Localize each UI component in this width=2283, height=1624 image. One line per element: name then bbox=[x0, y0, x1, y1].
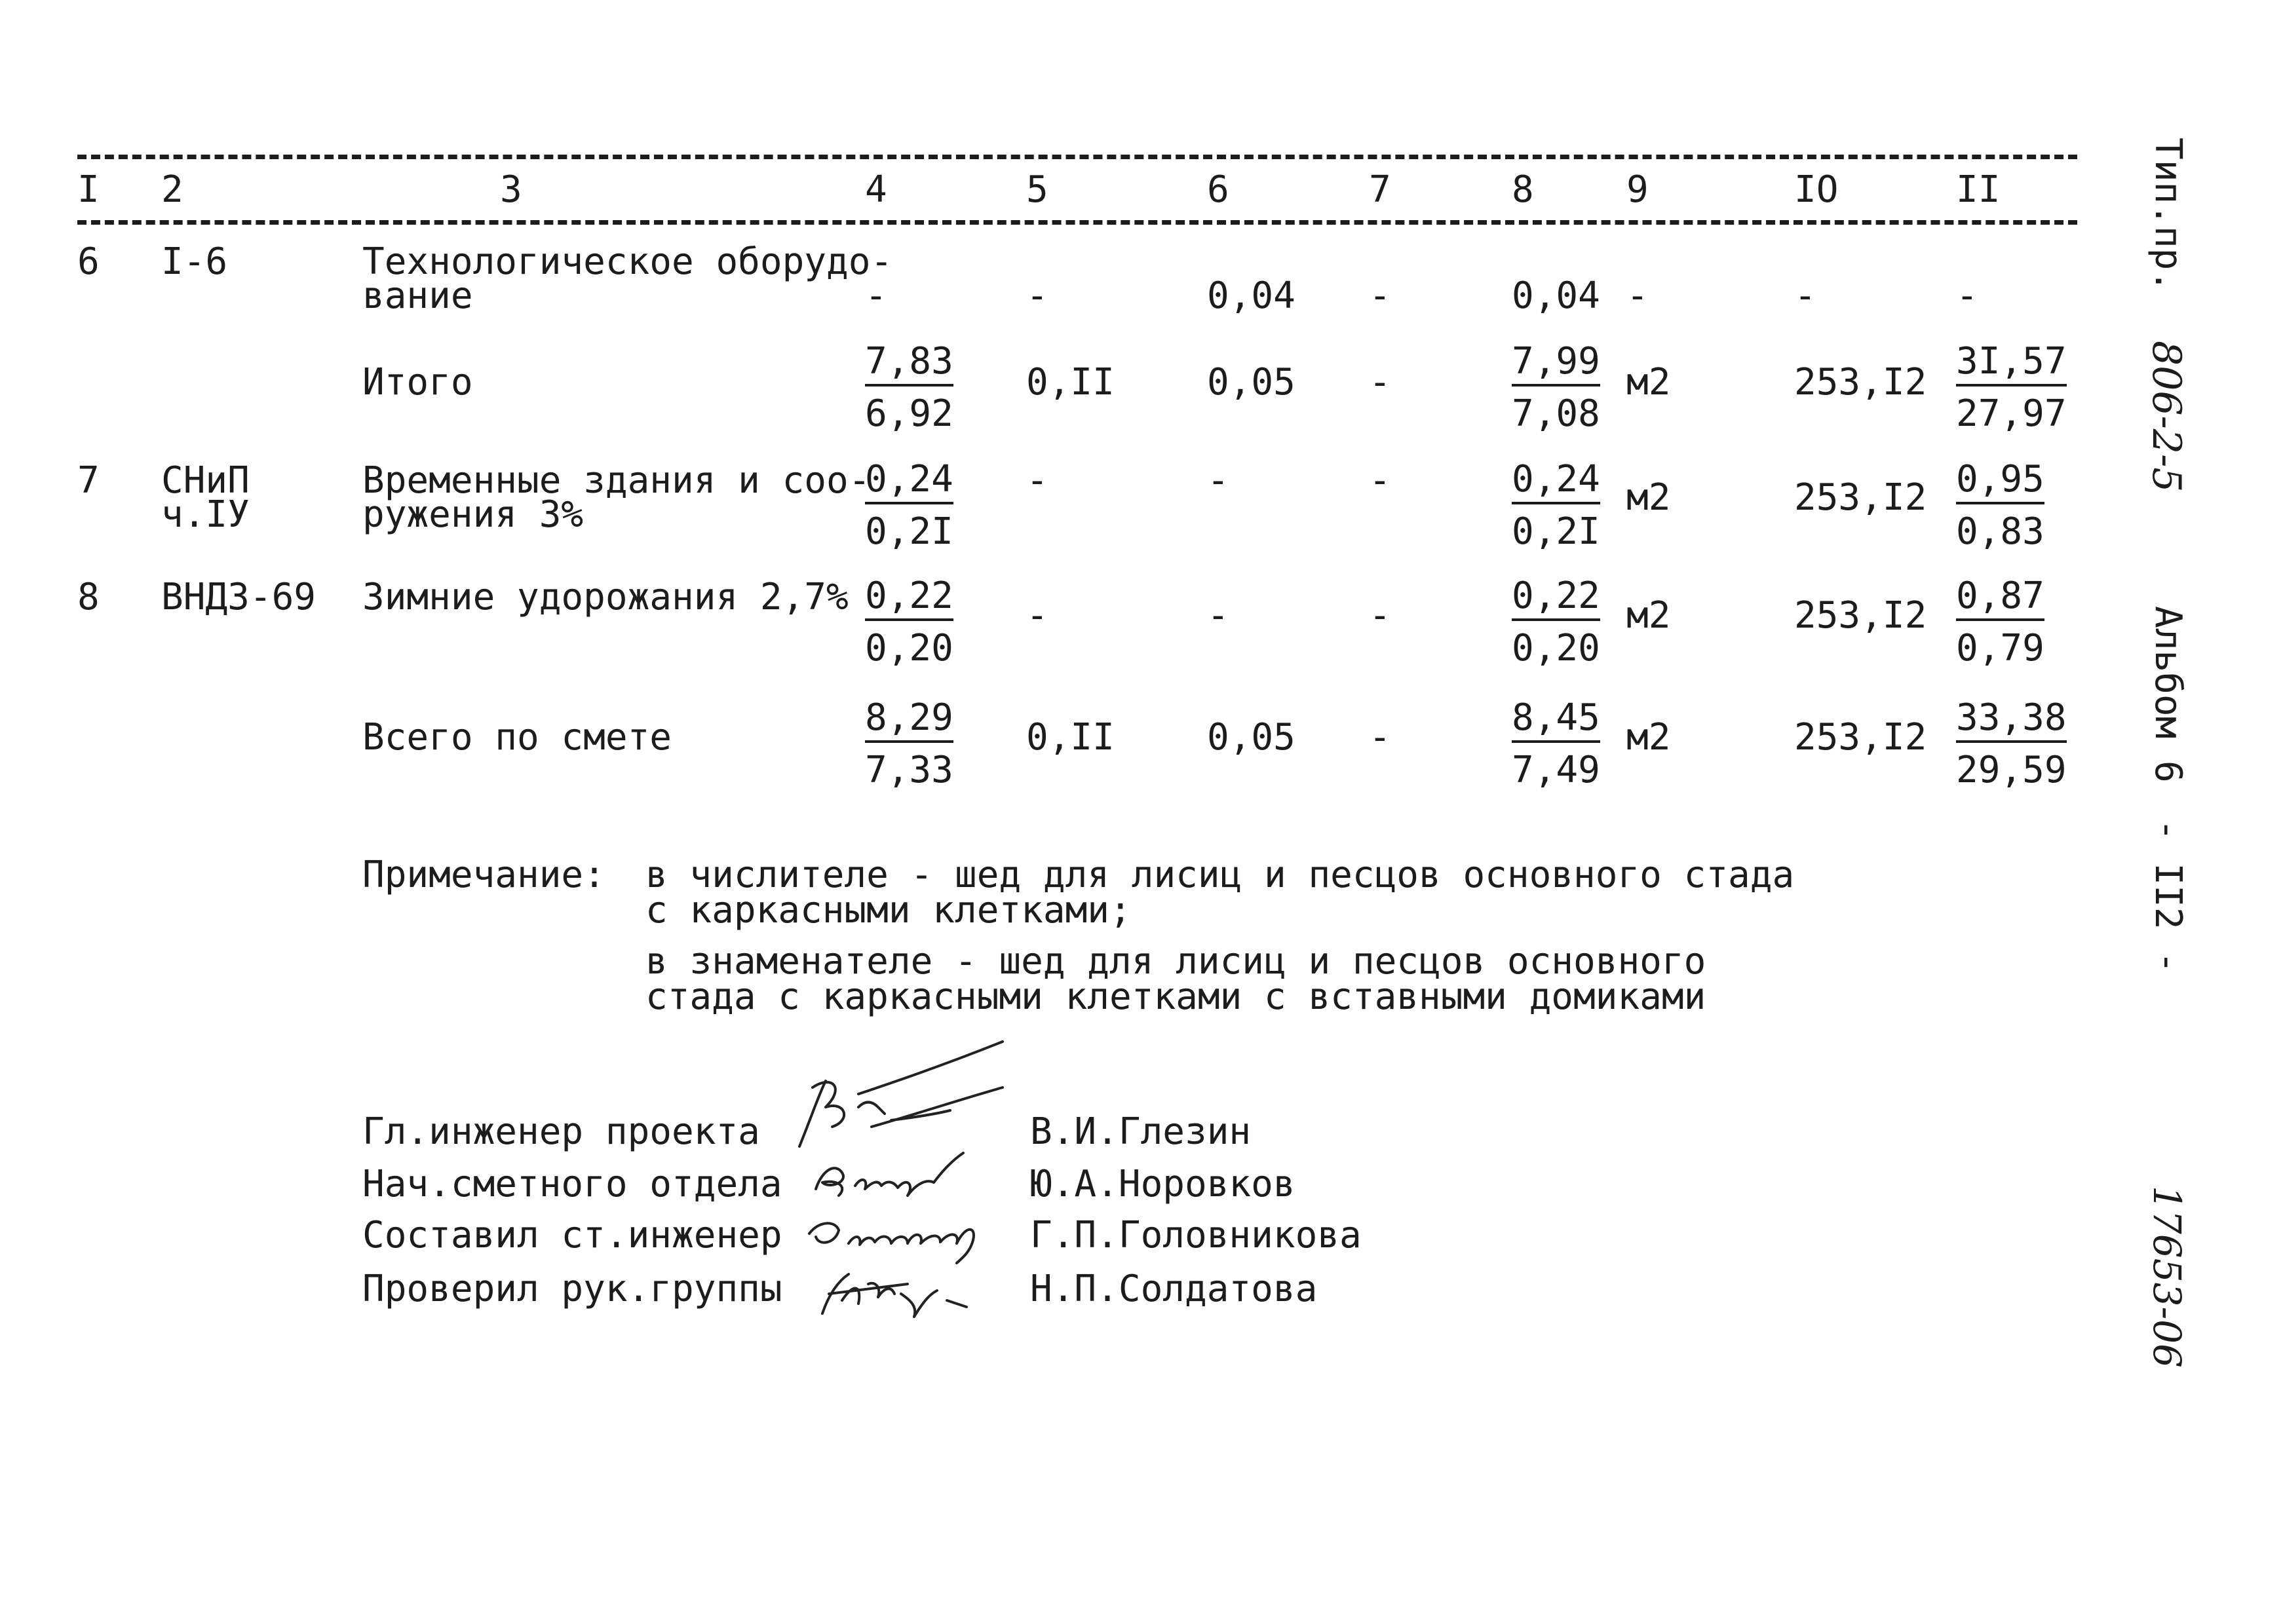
cell-col-7: - bbox=[1369, 594, 1391, 637]
denominator: 6,92 bbox=[865, 392, 953, 435]
cell-col-10: - bbox=[1794, 274, 1816, 317]
cell-col-6: 0,05 bbox=[1207, 716, 1295, 759]
cell-col-6: 0,04 bbox=[1207, 274, 1295, 317]
signature-role: Гл.инженер проекта bbox=[362, 1110, 760, 1153]
cell-col-11: - bbox=[1956, 274, 1978, 317]
numerator: 0,22 bbox=[865, 578, 953, 621]
cell-col-7: - bbox=[1369, 459, 1391, 502]
header-col-1: I bbox=[77, 168, 100, 211]
cell-col-9: - bbox=[1626, 274, 1649, 317]
header-col-7: 7 bbox=[1369, 168, 1391, 211]
cell-col-11-fraction bbox=[1956, 340, 2067, 435]
row-name-line2: ружения 3% bbox=[362, 493, 584, 536]
header-col-2: 2 bbox=[161, 168, 183, 211]
cell-col-7: - bbox=[1369, 716, 1391, 759]
header-col-3: 3 bbox=[500, 168, 522, 211]
note-line: в числителе - шед для лисиц и песцов основного стада bbox=[645, 854, 1795, 896]
row-name-line2: вание bbox=[362, 274, 473, 317]
numerator: 7,99 bbox=[1512, 343, 1600, 387]
numerator: 33,38 bbox=[1956, 700, 2067, 743]
denominator: 0,20 bbox=[865, 627, 953, 670]
signature-name: В.И.Глезин bbox=[1030, 1110, 1252, 1153]
row-name: Итого bbox=[362, 361, 473, 404]
cell-col-11-fraction bbox=[1956, 696, 2067, 791]
row-name-line1: Временные здания и соо- bbox=[362, 459, 871, 502]
cell-col-5: 0,II bbox=[1026, 361, 1115, 404]
cell-col-4-fraction bbox=[865, 458, 953, 553]
cell-col-9: м2 bbox=[1626, 716, 1671, 759]
cell-col-7: - bbox=[1369, 274, 1391, 317]
margin-tip-label: Тип.пр. bbox=[2147, 138, 2189, 293]
margin-album: Альбом 6 bbox=[2147, 606, 2189, 783]
cell-col-10: 253,I2 bbox=[1794, 594, 1927, 637]
row-name-line1: Технологическое оборудо- bbox=[362, 240, 893, 283]
signature-role: Нач.сметного отдела bbox=[362, 1163, 782, 1205]
row-number: 6 bbox=[77, 240, 100, 283]
cell-col-5: 0,II bbox=[1026, 716, 1115, 759]
cell-col-8: 0,04 bbox=[1512, 274, 1600, 317]
header-bottom-rule bbox=[77, 220, 2077, 225]
cell-col-8-fraction bbox=[1512, 458, 1600, 553]
row-name: Всего по смете bbox=[362, 716, 672, 759]
denominator: 7,08 bbox=[1512, 392, 1600, 435]
cell-col-7: - bbox=[1369, 361, 1391, 404]
note-label: Примечание: bbox=[362, 854, 605, 896]
note-line: стада с каркасными клетками с вставными домиками bbox=[645, 975, 1706, 1018]
header-col-4: 4 bbox=[865, 168, 887, 211]
header-top-rule bbox=[77, 155, 2077, 159]
denominator: 0,83 bbox=[1956, 510, 2044, 553]
numerator: 0,24 bbox=[865, 461, 953, 504]
denominator: 7,33 bbox=[865, 749, 953, 791]
numerator: 0,24 bbox=[1512, 461, 1600, 504]
cell-col-8-fraction bbox=[1512, 575, 1600, 670]
margin-page-number: - II2 - bbox=[2147, 819, 2189, 974]
cell-col-11-fraction bbox=[1956, 575, 2044, 670]
signature-name: Г.П.Головникова bbox=[1030, 1214, 1362, 1256]
note-line: с каркасными клетками; bbox=[645, 889, 1132, 932]
cell-col-9: м2 bbox=[1626, 594, 1671, 637]
signature-role: Проверил рук.группы bbox=[362, 1268, 782, 1310]
margin-project-number: 806-2-5 bbox=[2143, 341, 2189, 493]
signature-role: Составил ст.инженер bbox=[362, 1214, 782, 1256]
cell-col-9: м2 bbox=[1626, 476, 1671, 519]
denominator: 0,2I bbox=[865, 510, 953, 553]
numerator: 7,83 bbox=[865, 343, 953, 387]
cell-col-4: - bbox=[865, 274, 887, 317]
denominator: 27,97 bbox=[1956, 392, 2067, 435]
cell-col-8-fraction bbox=[1512, 340, 1600, 435]
row-number: 7 bbox=[77, 459, 100, 502]
denominator: 0,2I bbox=[1512, 510, 1600, 553]
cell-col-4-fraction bbox=[865, 340, 953, 435]
numerator: 0,22 bbox=[1512, 578, 1600, 621]
cell-col-6: - bbox=[1207, 594, 1229, 637]
numerator: 3I,57 bbox=[1956, 343, 2067, 387]
header-col-6: 6 bbox=[1207, 168, 1229, 211]
cell-col-8-fraction bbox=[1512, 696, 1600, 791]
header-col-5: 5 bbox=[1026, 168, 1048, 211]
cell-col-4-fraction bbox=[865, 696, 953, 791]
denominator: 29,59 bbox=[1956, 749, 2067, 791]
cell-col-10: 253,I2 bbox=[1794, 716, 1927, 759]
cell-col-10: 253,I2 bbox=[1794, 361, 1927, 404]
header-col-11: II bbox=[1956, 168, 2001, 211]
header-col-9: 9 bbox=[1626, 168, 1649, 211]
numerator: 8,29 bbox=[865, 700, 953, 743]
cell-col-6: - bbox=[1207, 459, 1229, 502]
row-name: Зимние удорожания 2,7% bbox=[362, 576, 849, 618]
denominator: 0,79 bbox=[1956, 627, 2044, 670]
row-code: I-6 bbox=[161, 240, 228, 283]
row-code: ВНДЗ-69 bbox=[161, 576, 317, 618]
cell-col-5: - bbox=[1026, 594, 1048, 637]
cell-col-5: - bbox=[1026, 274, 1048, 317]
row-code-line2: ч.IУ bbox=[161, 493, 250, 536]
signature-name: Ю.А.Норовков bbox=[1030, 1163, 1295, 1205]
cell-col-6: 0,05 bbox=[1207, 361, 1295, 404]
note-line: в знаменателе - шед для лисиц и песцов основного bbox=[645, 940, 1706, 983]
numerator: 8,45 bbox=[1512, 700, 1600, 743]
numerator: 0,87 bbox=[1956, 578, 2044, 621]
row-number: 8 bbox=[77, 576, 100, 618]
header-col-8: 8 bbox=[1512, 168, 1534, 211]
signature-name: Н.П.Солдатова bbox=[1030, 1268, 1318, 1310]
denominator: 0,20 bbox=[1512, 627, 1600, 670]
row-code-line1: СНиП bbox=[161, 459, 250, 502]
cell-col-9: м2 bbox=[1626, 361, 1671, 404]
cell-col-4-fraction bbox=[865, 575, 953, 670]
cell-col-5: - bbox=[1026, 459, 1048, 502]
numerator: 0,95 bbox=[1956, 461, 2044, 504]
cell-col-11-fraction bbox=[1956, 458, 2044, 553]
cell-col-10: 253,I2 bbox=[1794, 476, 1927, 519]
handwritten-signature bbox=[803, 1150, 973, 1209]
margin-inventory-number: 17653-06 bbox=[2145, 1186, 2189, 1368]
handwritten-signature bbox=[786, 1035, 1022, 1160]
denominator: 7,49 bbox=[1512, 749, 1600, 791]
header-col-10: IO bbox=[1794, 168, 1839, 211]
handwritten-signature bbox=[803, 1255, 980, 1327]
